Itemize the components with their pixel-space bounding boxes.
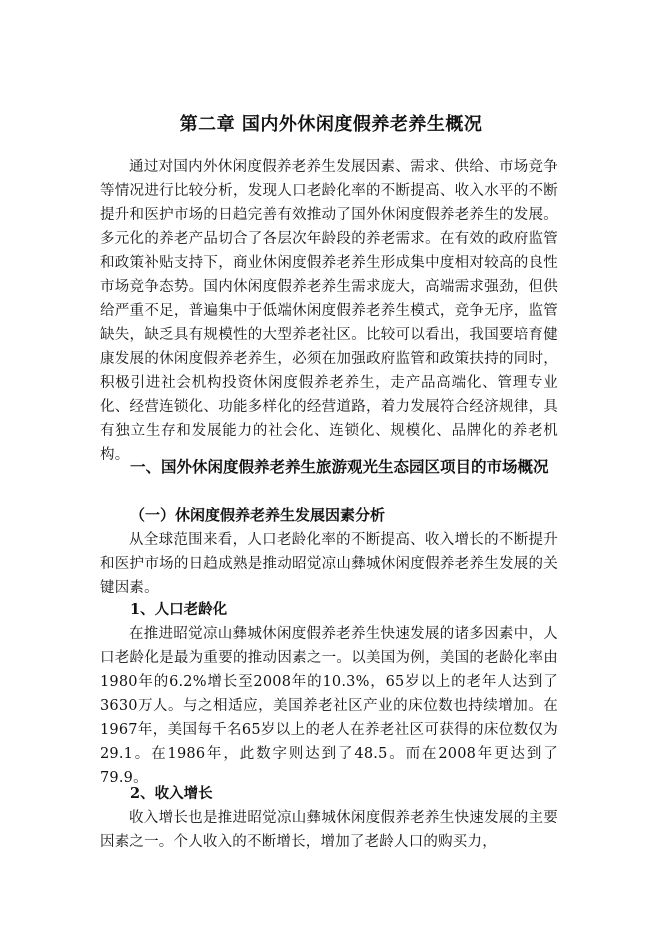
item-2-paragraph: 收入增长也是推进昭觉凉山彝城休闲度假养老养生快速发展的主要因素之一。个人收入的不断增长，增加了老龄人口的购买力， bbox=[100, 810, 558, 850]
subsection-1-paragraph: 从全球范围来看，人口老龄化率的不断提高、收入增长的不断提升和医护市场的日趋成熟是推动昭觉凉山彝城休闲度假养老养生发展的关键因素。 bbox=[100, 532, 558, 596]
item-2-heading: 2、收入增长 bbox=[130, 785, 213, 802]
item-1-paragraph: 在推进昭觉凉山彝城休闲度假养老养生快速发展的诸多因素中，人口老龄化是最为重要的推动因素之一。以美国为例，美国的老龄化率由1980年的6.2%增长至2008年的10.3%，65岁以上的老年人达到了3630万人。与之相适应，美国养老社区产业的床位数也持续增加。在1967年，美国每千名65岁以上的老人在养老社区可获得的床位数仅为29.1。在1986年，此数字则达到了48.5。而在2008年更达到了79.9。 bbox=[100, 626, 558, 786]
intro-paragraph: 通过对国内外休闲度假养老养生发展因素、需求、供给、市场竞争等情况进行比较分析，发现人口老龄化率的不断提高、收入水平的不断提升和医护市场的日趋完善有效推动了国外休闲度假养老养生的发展。多元化的养老产品切合了各层次年龄段的养老需求。在有效的政府监管和政策补贴支持下，商业休闲度假养老养生形成集中度相对较高的良性市场竞争态势。国内休闲度假养老养生需求庞大，高端需求强劲，但供给严重不足，普遍集中于低端休闲度假养老养生模式，竞争无序，监管缺失，缺乏具有规模性的大型养老社区。比较可以看出，我国要培育健康发展的休闲度假养老养生，必须在加强政府监管和政策扶持的同时，积极引进社会机构投资休闲度假养老养生，走产品高端化、管理专业化、经营连锁化、功能多样化的经营道路，着力发展符合经济规律，具有独立生存和发展能力的社会化、连锁化、规模化、品牌化的养老机构。 bbox=[100, 159, 558, 463]
item-1-heading: 1、人口老龄化 bbox=[130, 601, 228, 618]
subsection-1-heading: （一）休闲度假养老养生发展因素分析 bbox=[130, 506, 386, 524]
section-1-heading: 一、国外休闲度假养老养生旅游观光生态园区项目的市场概况 bbox=[130, 457, 549, 476]
chapter-title: 第二章 国内外休闲度假养老养生概况 bbox=[179, 114, 483, 135]
